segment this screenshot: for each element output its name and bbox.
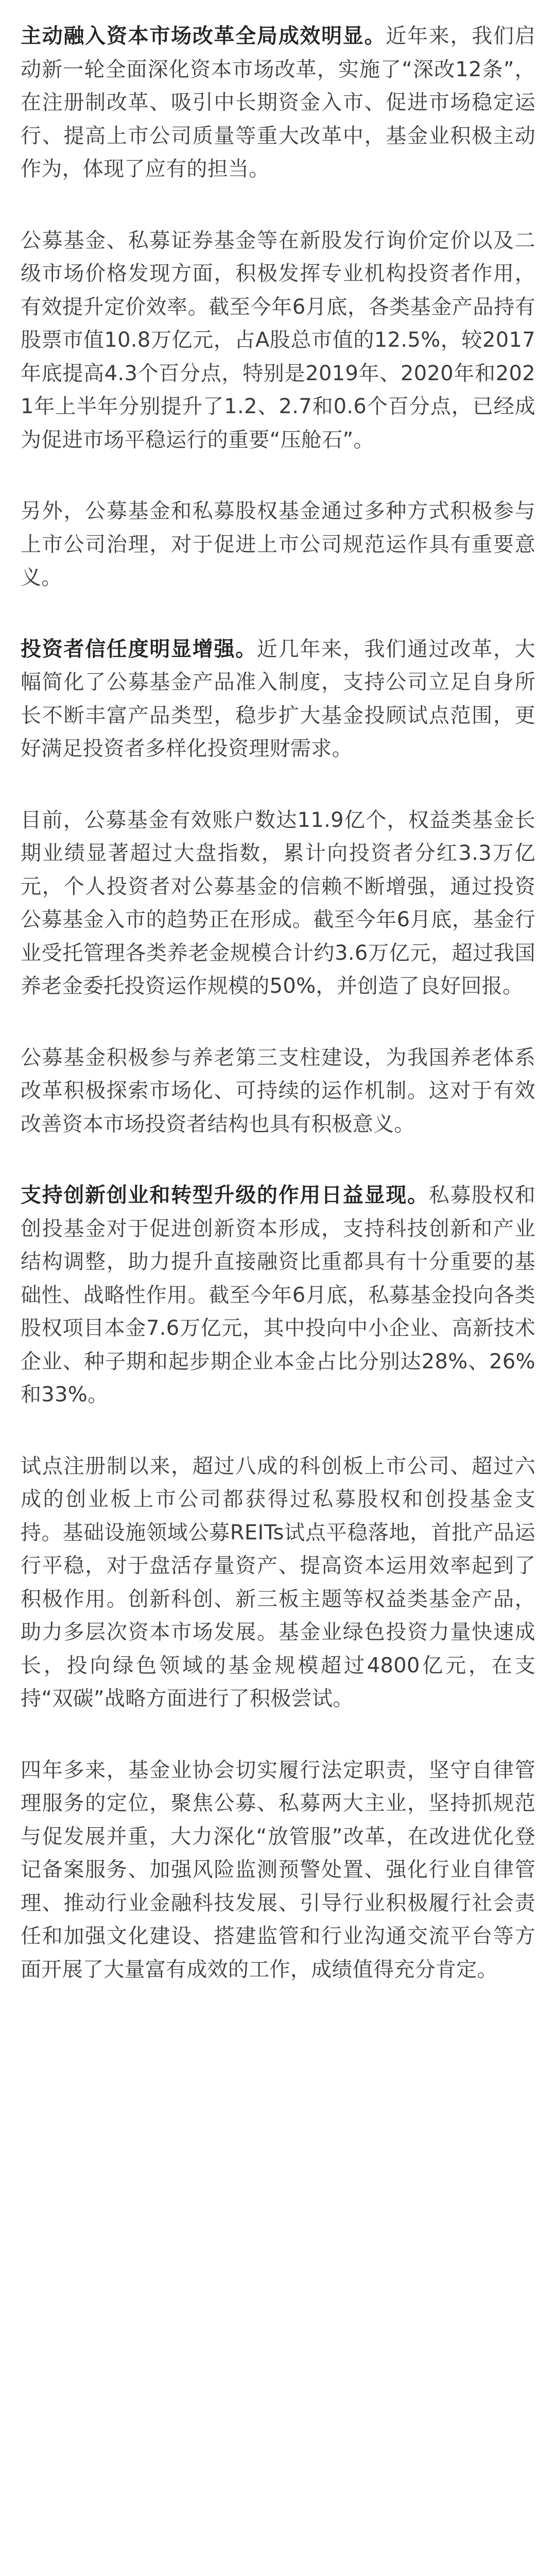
paragraph-3-text: 另外，公募基金和私募股权基金通过多种方式积极参与上市公司治理，对于促进上市公司规范运作具有重要意义。 — [21, 499, 535, 589]
paragraph-4 — [21, 633, 535, 766]
paragraph-4-lead: 投资者信任度明显增强。 — [21, 637, 257, 661]
paragraph-6 — [21, 1041, 535, 1141]
paragraph-2 — [21, 224, 535, 457]
paragraph-6-text: 公募基金积极参与养老第三支柱建设，为我国养老体系改革积极探索市场化、可持续的运作机制。这对于有效改善资本市场投资者结构也具有积极意义。 — [21, 1045, 535, 1136]
paragraph-9-text: 四年多来，基金业协会切实履行法定职责，坚守自律管理服务的定位，聚焦公募、私募两大主业，坚持抓规范与促发展并重，大力深化“放管服”改革，在改进优化登记备案服务、加强风险监测预警处置、强化行业自律管理、推动行业金融科技发展、引导行业积极履行社会责任和加强文化建设、搭建监管和行业沟通交流平台等方面开展了大量富有成效的工作，成绩值得充分肯定。 — [21, 1758, 535, 1981]
paragraph-7 — [21, 1179, 535, 1412]
paragraph-8 — [21, 1450, 535, 1716]
paragraph-4-text: 近几年来，我们通过改革，大幅简化了公募基金产品准入制度，支持公司立足自身所长不断丰富产品类型，稳步扩大基金投顾试点范围，更好满足投资者多样化投资理财需求。 — [21, 637, 535, 760]
paragraph-1 — [21, 20, 535, 186]
paragraph-8-text: 试点注册制以来，超过八成的科创板上市公司、超过六成的创业板上市公司都获得过私募股权和创投基金支持。基础设施领域公募REITs试点平稳落地，首批产品运行平稳，对于盘活存量资产、提高资本运用效率起到了积极作用。创新科创、新三板主题等权益类基金产品，助力多层次资本市场发展。基金业绿色投资力量快速成长，投向绿色领域的基金规模超过4800亿元，在支持“双碳”战略方面进行了积极尝试。 — [21, 1454, 535, 1710]
paragraph-7-text: 私募股权和创投基金对于促进创新资本形成，支持科技创新和产业结构调整，助力提升直接融资比重都具有十分重要的基础性、战略性作用。截至今年6月底，私募基金投向各类股权项目本金7.6万亿元，其中投向中小企业、高新技术企业、种子期和起步期企业本金占比分别达28%、26%和33%。 — [21, 1183, 536, 1406]
paragraph-9 — [21, 1754, 535, 1987]
paragraph-5-text: 目前，公募基金有效账户数达11.9亿个，权益类基金长期业绩显著超过大盘指数，累计向投资者分红3.3万亿元，个人投资者对公募基金的信赖不断增强，通过投资公募基金入市的趋势正在形成。截至今年6月底，基金行业受托管理各类养老金规模合计约3.6万亿元，超过我国养老金委托投资运作规模的50%，并创造了良好回报。 — [21, 808, 535, 998]
paragraph-5 — [21, 804, 535, 1003]
paragraph-1-text: 近年来，我们启动新一轮全面深化资本市场改革，实施了“深改12条”，在注册制改革、吸引中长期资金入市、促进市场稳定运行、提高上市公司质量等重大改革中，基金业积极主动作为，体现了应有的担当。 — [21, 24, 535, 181]
paragraph-7-lead: 支持创新创业和转型升级的作用日益显现。 — [21, 1183, 429, 1207]
paragraph-1-lead: 主动融入资本市场改革全局成效明显。 — [21, 24, 386, 48]
paragraph-3 — [21, 495, 535, 595]
paragraph-2-text: 公募基金、私募证券基金等在新股发行询价定价以及二级市场价格发现方面，积极发挥专业机构投资者作用，有效提升定价效率。截至今年6月底，各类基金产品持有股票市值10.8万亿元，占A股总市值的12.5%，较2017年底提高4.3个百分点，特别是2019年、2020年和2021年上半年分别提升了1.2、2.7和0.6个百分点，已经成为促进市场平稳运行的重要“压舱石”。 — [21, 228, 535, 452]
